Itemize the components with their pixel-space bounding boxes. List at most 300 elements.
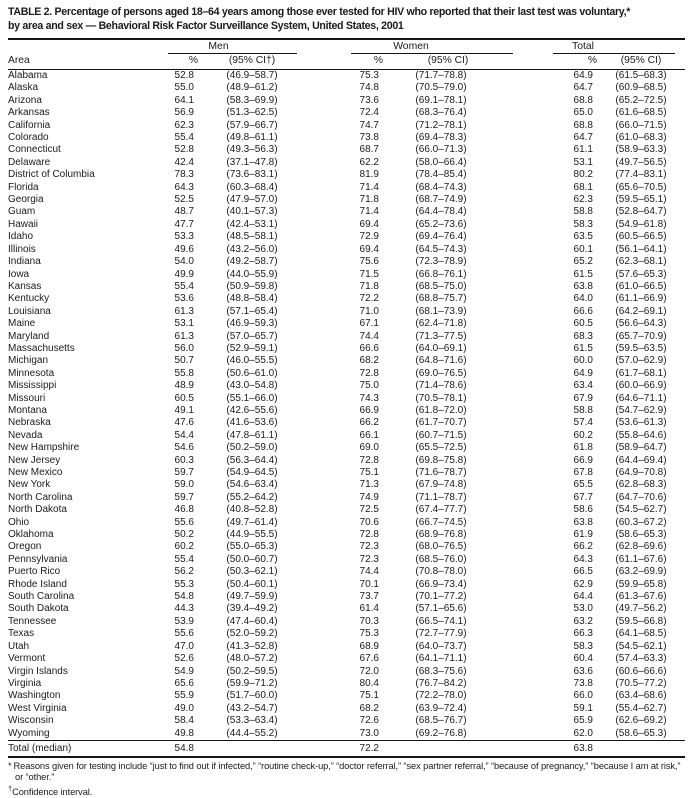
table-row [8, 417, 685, 429]
men-pct-cell: 60.3 [174, 454, 194, 466]
total-pct-cell: 64.9 [573, 70, 593, 81]
total-pct-cell: 62.3 [573, 194, 593, 206]
area-cell: Kansas [8, 280, 42, 292]
men-ci-cell: (44.4–55.2) [226, 727, 278, 739]
men-pct-cell: 59.7 [174, 467, 194, 478]
women-pct-cell: 75.1 [359, 690, 379, 702]
total-pct-cell: 63.2 [573, 615, 593, 627]
area-cell: Oklahoma [8, 529, 54, 541]
women-pct-cell: 69.0 [359, 442, 379, 454]
total-pct-cell: 68.1 [573, 181, 593, 193]
men-ci-cell: (52.0–59.2) [226, 628, 278, 640]
women-pct-cell: 72.3 [359, 541, 379, 553]
total-pct-cell: 73.8 [573, 677, 593, 689]
footnotes [8, 761, 685, 798]
area-cell: Michigan [8, 355, 49, 367]
total-ci-cell: (49.7–56.2) [615, 603, 667, 615]
men-pct-cell: 49.8 [174, 727, 194, 739]
women-pct-cell: 68.2 [359, 355, 379, 367]
area-cell: Virginia [8, 677, 42, 689]
women-ci-cell: (69.2–76.8) [415, 727, 467, 739]
total-pct-cell: 66.6 [573, 305, 593, 317]
men-pct-cell: 56.0 [174, 342, 194, 354]
table-row [8, 256, 685, 268]
area-cell: New York [8, 479, 51, 491]
total-ci-cell: (55.4–62.7) [615, 702, 667, 714]
men-pct-cell: 55.6 [174, 628, 194, 640]
women-pct-cell: 81.9 [359, 169, 379, 181]
women-ci-cell: (64.1–71.1) [415, 653, 467, 665]
women-pct-cell: 73.6 [359, 94, 379, 106]
women-pct-cell: 74.8 [359, 82, 379, 94]
area-cell: Georgia [8, 194, 44, 206]
men-pct-cell: 52.8 [174, 70, 194, 81]
area-cell: Nevada [8, 429, 43, 441]
table-row [8, 690, 685, 702]
area-cell: Idaho [8, 231, 34, 243]
total-pct-cell: 67.7 [573, 491, 593, 503]
men-pct-cell: 42.4 [174, 156, 194, 168]
area-cell: Connecticut [8, 144, 61, 156]
area-cell: Montana [8, 404, 47, 416]
women-pct-cell: 68.2 [359, 702, 379, 714]
table-row [8, 306, 685, 318]
total-pct-cell: 59.1 [573, 702, 593, 714]
total-ci-cell: (64.9–70.8) [615, 467, 667, 478]
area-cell: Louisiana [8, 305, 51, 317]
total-ci-cell: (54.5–62.1) [615, 640, 667, 652]
women-pct-cell: 74.4 [359, 330, 379, 342]
men-ci-cell: (49.7–59.9) [226, 591, 278, 603]
total-total-pct-cell: 63.8 [513, 740, 597, 757]
women-pct-cell: 71.4 [359, 206, 379, 218]
total-ci-cell: (62.8–68.3) [615, 479, 667, 491]
area-cell: New Jersey [8, 454, 61, 466]
group-header-spacer [8, 39, 166, 54]
table-row [8, 157, 685, 169]
men-ci-cell: (58.3–69.9) [226, 94, 278, 106]
column-header-row [8, 54, 685, 70]
area-cell: North Dakota [8, 504, 67, 516]
women-pct-cell: 69.4 [359, 218, 379, 230]
men-ci-cell: (39.4–49.2) [226, 603, 278, 615]
women-pct-cell: 71.8 [359, 194, 379, 206]
table-row [8, 666, 685, 678]
total-ci-cell: (56.1–64.1) [615, 243, 667, 255]
table-row [8, 591, 685, 603]
women-ci-cell: (68.5–75.0) [415, 280, 467, 292]
total-ci-cell: (58.9–64.7) [615, 442, 667, 454]
total-pct-cell: 60.1 [573, 243, 593, 255]
table-row [8, 703, 685, 715]
men-pct-cell: 55.4 [174, 553, 194, 565]
total-ci-cell: (65.7–70.9) [615, 330, 667, 342]
men-pct-cell: 61.3 [174, 305, 194, 317]
total-pct-cell: 67.8 [573, 467, 593, 478]
women-pct-cell: 62.2 [359, 156, 379, 168]
men-pct-cell: 60.2 [174, 541, 194, 553]
total-pct-cell: 60.5 [573, 318, 593, 330]
women-ci-cell: (71.1–78.7) [415, 491, 467, 503]
total-pct-cell: 61.9 [573, 529, 593, 541]
men-ci-cell: (54.6–63.4) [226, 479, 278, 491]
table-row [8, 393, 685, 405]
footnote-reasons-text: Reasons given for testing include “just to find out if infected,” “routine check-up,” “doctor referral,” “sex partner referral,” “because of pregnancy,” “because I am at risk,” or “other.” [13, 760, 681, 782]
women-pct-cell: 75.0 [359, 380, 379, 392]
women-pct-cell: 80.4 [359, 677, 379, 689]
women-ci-cell: (63.9–72.4) [415, 702, 467, 714]
men-ci-cell: (50.4–60.1) [226, 578, 278, 590]
total-pct-cell: 64.7 [573, 132, 593, 144]
women-ci-cell: (67.9–74.8) [415, 479, 467, 491]
men-ci-cell: (52.9–59.1) [226, 342, 278, 354]
women-pct-cell: 74.7 [359, 119, 379, 131]
women-pct-cell: 74.4 [359, 566, 379, 578]
area-cell: New Hampshire [8, 442, 80, 454]
table-row [8, 504, 685, 516]
table-row [8, 368, 685, 380]
men-pct-cell: 52.8 [174, 144, 194, 156]
men-ci-cell: (50.0–60.7) [226, 553, 278, 565]
women-pct-cell: 72.3 [359, 553, 379, 565]
total-ci-cell: (61.0–68.3) [615, 132, 667, 144]
area-cell: District of Columbia [8, 169, 95, 181]
women-ci-cell: (71.7–78.8) [415, 70, 467, 81]
women-pct-cell: 71.8 [359, 280, 379, 292]
men-ci-cell: (59.9–71.2) [226, 677, 278, 689]
total-ci-cell: (63.2–69.9) [615, 566, 667, 578]
women-pct-header: % [306, 54, 383, 70]
women-pct-cell: 66.2 [359, 417, 379, 429]
total-pct-cell: 68.8 [573, 119, 593, 131]
total-ci-cell: (65.2–72.5) [615, 94, 667, 106]
women-pct-cell: 72.4 [359, 107, 379, 119]
men-pct-cell: 53.6 [174, 293, 194, 305]
total-pct-cell: 63.4 [573, 380, 593, 392]
total-ci-cell: (57.0–62.9) [615, 355, 667, 367]
total-ci-cell: (49.7–56.5) [615, 156, 667, 168]
women-ci-cell: (71.2–78.1) [415, 119, 467, 131]
women-pct-cell: 72.2 [359, 293, 379, 305]
total-ci-cell: (70.5–77.2) [615, 677, 667, 689]
men-pct-cell: 49.9 [174, 268, 194, 280]
hiv-voluntary-test-table [8, 38, 685, 758]
area-cell: Florida [8, 181, 39, 193]
men-pct-cell: 55.0 [174, 82, 194, 94]
women-ci-header: (95% CI) [383, 54, 513, 70]
men-ci-cell: (56.3–64.4) [226, 454, 278, 466]
women-ci-cell: (71.4–78.6) [415, 380, 467, 392]
women-ci-cell: (64.5–74.3) [415, 243, 467, 255]
table-row [8, 579, 685, 591]
men-pct-cell: 50.7 [174, 355, 194, 367]
women-ci-cell: (69.4–76.4) [415, 231, 467, 243]
women-pct-cell: 73.7 [359, 591, 379, 603]
women-pct-cell: 72.9 [359, 231, 379, 243]
women-ci-cell: (70.5–78.1) [415, 392, 467, 404]
men-pct-cell: 59.7 [174, 491, 194, 503]
table-row [8, 603, 685, 615]
women-pct-cell: 75.1 [359, 467, 379, 478]
men-ci-cell: (50.6–61.0) [226, 367, 278, 379]
total-ci-cell: (60.5–66.5) [615, 231, 667, 243]
men-ci-cell: (44.0–55.9) [226, 268, 278, 280]
total-ci-cell: (61.5–68.3) [615, 70, 667, 81]
total-pct-cell: 60.0 [573, 355, 593, 367]
total-pct-cell: 57.4 [573, 417, 593, 429]
men-pct-cell: 54.8 [174, 591, 194, 603]
table-row [8, 331, 685, 343]
women-pct-cell: 67.1 [359, 318, 379, 330]
total-pct-cell: 67.9 [573, 392, 593, 404]
women-ci-cell: (64.0–69.1) [415, 342, 467, 354]
men-ci-cell: (49.7–61.4) [226, 516, 278, 528]
men-ci-cell: (57.1–65.4) [226, 305, 278, 317]
area-cell: Iowa [8, 268, 30, 280]
men-ci-cell: (46.9–58.7) [226, 70, 278, 81]
area-cell: Pennsylvania [8, 553, 68, 565]
men-pct-cell: 54.4 [174, 429, 194, 441]
men-ci-cell: (54.9–64.5) [226, 467, 278, 478]
area-cell: Kentucky [8, 293, 50, 305]
table-row [8, 728, 685, 741]
table-row [8, 455, 685, 467]
men-ci-cell: (55.0–65.3) [226, 541, 278, 553]
table-row [8, 380, 685, 392]
total-pct-cell: 61.8 [573, 442, 593, 454]
area-cell: Alabama [8, 70, 48, 81]
footnote-reasons [8, 761, 685, 783]
women-pct-cell: 72.8 [359, 529, 379, 541]
total-ci-cell: (59.5–66.8) [615, 615, 667, 627]
area-cell: Rhode Island [8, 578, 67, 590]
men-pct-cell: 78.3 [174, 169, 194, 181]
women-ci-cell: (71.3–77.5) [415, 330, 467, 342]
men-ci-cell: (60.3–68.4) [226, 181, 278, 193]
women-ci-cell: (68.3–76.4) [415, 107, 467, 119]
women-ci-cell: (66.7–74.5) [415, 516, 467, 528]
table-row [8, 281, 685, 293]
area-cell: Vermont [8, 653, 46, 665]
area-cell: Maine [8, 318, 36, 330]
men-pct-cell: 54.9 [174, 665, 194, 677]
women-ci-cell: (64.8–71.6) [415, 355, 467, 367]
women-ci-cell: (67.4–77.7) [415, 504, 467, 516]
men-ci-cell: (49.8–61.1) [226, 132, 278, 144]
men-ci-cell: (42.6–55.6) [226, 404, 278, 416]
area-cell: New Mexico [8, 467, 63, 478]
women-ci-cell: (68.9–76.8) [415, 529, 467, 541]
area-cell: Colorado [8, 132, 49, 144]
total-pct-cell: 64.4 [573, 591, 593, 603]
men-ci-cell: (48.9–61.2) [226, 82, 278, 94]
men-pct-cell: 60.5 [174, 392, 194, 404]
women-pct-cell: 71.4 [359, 181, 379, 193]
women-ci-cell: (68.1–73.9) [415, 305, 467, 317]
men-ci-cell: (48.0–57.2) [226, 653, 278, 665]
women-pct-cell: 61.4 [359, 603, 379, 615]
total-pct-cell: 64.7 [573, 82, 593, 94]
group-header-men [166, 39, 306, 54]
total-pct-cell: 63.8 [573, 516, 593, 528]
group-header-total [513, 39, 685, 54]
total-pct-cell: 53.0 [573, 603, 593, 615]
area-cell: Tennessee [8, 615, 57, 627]
men-ci-cell: (55.2–64.2) [226, 491, 278, 503]
men-pct-cell: 48.9 [174, 380, 194, 392]
total-ci-cell: (52.8–64.7) [615, 206, 667, 218]
total-pct-cell: 58.3 [573, 218, 593, 230]
table-row [8, 529, 685, 541]
men-ci-cell: (50.2–59.5) [226, 665, 278, 677]
area-cell: Maryland [8, 330, 50, 342]
men-pct-cell: 47.7 [174, 218, 194, 230]
total-pct-cell: 62.9 [573, 578, 593, 590]
total-pct-cell: 58.8 [573, 404, 593, 416]
total-ci-cell: (58.6–65.3) [615, 727, 667, 739]
women-pct-cell: 66.1 [359, 429, 379, 441]
men-ci-cell: (37.1–47.8) [226, 156, 278, 168]
women-pct-cell: 72.0 [359, 665, 379, 677]
table-row [8, 467, 685, 479]
women-pct-cell: 73.0 [359, 727, 379, 739]
total-pct-cell: 64.0 [573, 293, 593, 305]
women-ci-cell: (68.8–75.7) [415, 293, 467, 305]
women-ci-cell: (72.2–78.0) [415, 690, 467, 702]
total-pct-cell: 68.3 [573, 330, 593, 342]
total-pct-cell: 66.3 [573, 628, 593, 640]
group-label-women: Women [393, 41, 429, 52]
men-pct-cell: 53.3 [174, 231, 194, 243]
total-ci-cell: (60.3–67.2) [615, 516, 667, 528]
total-ci-cell: (63.4–68.6) [615, 690, 667, 702]
women-pct-cell: 70.6 [359, 516, 379, 528]
total-ci-cell: (55.8–64.6) [615, 429, 667, 441]
total-median-row [8, 740, 685, 757]
table-row [8, 541, 685, 553]
men-ci-cell: (49.3–56.3) [226, 144, 278, 156]
total-ci-cell: (57.6–65.3) [615, 268, 667, 280]
women-pct-cell: 70.1 [359, 578, 379, 590]
total-ci-cell: (59.9–65.8) [615, 578, 667, 590]
total-pct-cell: 60.4 [573, 653, 593, 665]
women-pct-cell: 72.6 [359, 715, 379, 727]
table-row [8, 430, 685, 442]
footnote-confidence-interval-text: Confidence interval. [12, 787, 93, 798]
men-ci-cell: (41.6–53.6) [226, 417, 278, 429]
men-ci-cell: (51.7–60.0) [226, 690, 278, 702]
total-ci-cell: (64.7–70.6) [615, 491, 667, 503]
area-cell: Arkansas [8, 107, 50, 119]
men-pct-cell: 56.9 [174, 107, 194, 119]
total-ci-cell: (59.5–63.5) [615, 342, 667, 354]
total-ci-cell: (61.6–68.5) [615, 107, 667, 119]
area-cell: California [8, 119, 51, 131]
total-ci-cell: (62.3–68.1) [615, 256, 667, 268]
total-pct-cell: 61.1 [573, 144, 593, 156]
area-column-header: Area [8, 54, 166, 70]
table-row [8, 318, 685, 330]
women-ci-cell: (72.7–77.9) [415, 628, 467, 640]
men-ci-cell: (50.9–59.8) [226, 280, 278, 292]
women-pct-cell: 71.0 [359, 305, 379, 317]
area-cell: Washington [8, 690, 61, 702]
men-pct-cell: 44.3 [174, 603, 194, 615]
total-pct-cell: 80.2 [573, 169, 593, 181]
table-row [8, 95, 685, 107]
total-ci-cell: (60.6–66.6) [615, 665, 667, 677]
women-pct-cell: 66.9 [359, 404, 379, 416]
footnote-dagger-marker: † [8, 783, 13, 793]
total-ci-cell: (77.4–83.1) [615, 169, 667, 181]
table-title-line-1: TABLE 2. Percentage of persons aged 18–64 years among those ever tested for HIV who reported that their last test was voluntary,* [8, 6, 631, 18]
total-ci-cell: (64.1–68.5) [615, 628, 667, 640]
men-pct-cell: 55.3 [174, 578, 194, 590]
women-ci-cell: (76.7–84.2) [415, 677, 467, 689]
total-pct-cell: 58.3 [573, 640, 593, 652]
area-cell: Missouri [8, 392, 46, 404]
men-pct-cell: 55.6 [174, 516, 194, 528]
table-row [8, 293, 685, 305]
men-ci-cell: (41.3–52.8) [226, 640, 278, 652]
women-pct-cell: 72.8 [359, 367, 379, 379]
area-cell: Indiana [8, 256, 41, 268]
group-label-men: Men [208, 41, 229, 52]
women-pct-cell: 72.8 [359, 454, 379, 466]
total-ci-cell: (54.9–61.8) [615, 218, 667, 230]
table-body [8, 70, 685, 741]
men-pct-cell: 54.6 [174, 442, 194, 454]
men-ci-cell: (49.2–58.7) [226, 256, 278, 268]
women-pct-cell: 69.4 [359, 243, 379, 255]
total-ci-header: (95% CI) [597, 54, 685, 70]
total-ci-cell: (62.6–69.2) [615, 715, 667, 727]
total-pct-cell: 66.5 [573, 566, 593, 578]
men-ci-cell: (57.0–65.7) [226, 330, 278, 342]
men-pct-cell: 56.2 [174, 566, 194, 578]
women-pct-cell: 75.3 [359, 70, 379, 81]
total-ci-cell: (61.1–67.6) [615, 553, 667, 565]
total-pct-cell: 64.3 [573, 553, 593, 565]
table-row [8, 82, 685, 94]
total-ci-cell: (54.7–62.9) [615, 404, 667, 416]
women-ci-cell: (66.0–71.3) [415, 144, 467, 156]
table-row [8, 244, 685, 256]
men-ci-cell: (48.8–58.4) [226, 293, 278, 305]
total-ci-cell: (59.5–65.1) [615, 194, 667, 206]
women-ci-cell: (64.0–73.7) [415, 640, 467, 652]
area-cell: South Carolina [8, 591, 75, 603]
total-women-pct-cell: 72.2 [306, 740, 383, 757]
men-pct-cell: 55.4 [174, 280, 194, 292]
women-pct-cell: 68.7 [359, 144, 379, 156]
women-pct-cell: 72.5 [359, 504, 379, 516]
total-ci-cell: (58.6–65.3) [615, 529, 667, 541]
men-pct-cell: 46.8 [174, 504, 194, 516]
area-cell: Illinois [8, 243, 36, 255]
men-pct-cell: 47.0 [174, 640, 194, 652]
table-row [8, 231, 685, 243]
table-row [8, 628, 685, 640]
total-ci-cell: (58.9–63.3) [615, 144, 667, 156]
men-ci-cell: (43.2–54.7) [226, 702, 278, 714]
men-ci-cell: (46.9–59.3) [226, 318, 278, 330]
table-row [8, 219, 685, 231]
table-row [8, 554, 685, 566]
women-ci-cell: (70.1–77.2) [415, 591, 467, 603]
table-row [8, 653, 685, 665]
total-ci-cell: (61.1–66.9) [615, 293, 667, 305]
